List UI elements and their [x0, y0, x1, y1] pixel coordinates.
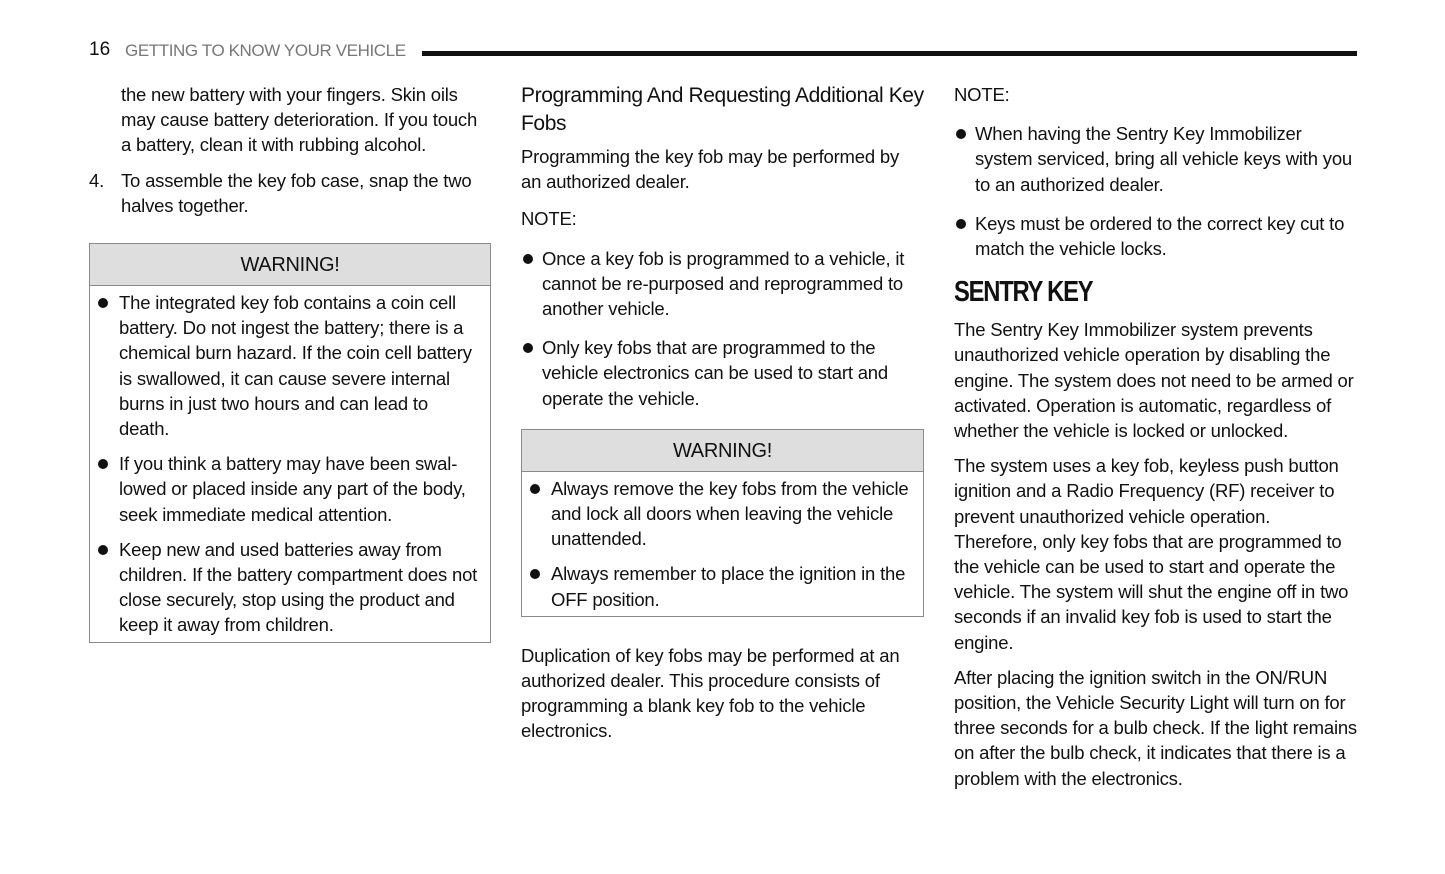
heading-sentry-key: SENTRY KEY — [954, 276, 1093, 309]
body-paragraph: The system uses a key fob, keyless push button ignition and a Radio Frequency (RF) receiver to prevent unauthorized vehicle operation. Therefore, only key fobs that are programmed to the vehicle can be used to start and operate the vehicle. The system will shut the engine off in two seconds if an invalid key fob is used to start the engine. — [954, 455, 1349, 653]
warning-bullet — [98, 451, 482, 527]
warning-title: WARNING! — [90, 244, 490, 286]
section-title: GETTING TO KNOW YOUR VEHICLE — [125, 41, 406, 60]
bullet-text: If you think a battery may have been swallowed or placed inside any part of the body, seek immediate medical attention. — [119, 453, 466, 525]
bullet-icon — [98, 537, 119, 638]
bullet-text: The integrated key fob contains a coin cell battery. Do not ingest the battery; there is a chemical burn hazard. If the coin cell battery is swallowed, it can cause severe internal burns in just two hours and can lead to death. — [119, 292, 472, 440]
bullet-text: Keys must be ordered to the correct key cut to match the vehicle locks. — [975, 212, 1345, 260]
body-paragraph: The Sentry Key Immobilizer system prevents unauthorized vehicle operation by disabling the engine. The system does not need to be armed or activated. Operation is automatic, regardless of whether the vehicle is locked or unlocked. — [954, 319, 1354, 442]
bullet-text: Always remove the key fobs from the vehicle and lock all doors when leaving the vehicle unattended. — [551, 477, 909, 550]
note-list — [521, 246, 924, 411]
note-list — [954, 121, 1358, 261]
bullet-icon — [954, 211, 975, 261]
page-number: 16 — [89, 39, 111, 60]
body-paragraph: After placing the ignition switch in the ON/RUN position, the Vehicle Security Light will turn on for three seconds for a bulb check. If the light remains on after the bulb check, it indicates that there is a problem with the electronics. — [954, 666, 1357, 789]
step-item — [89, 168, 491, 218]
note-bullet — [954, 211, 1358, 261]
bullet-text: Only key fobs that are programmed to the vehicle electronics can be used to start and operate the vehicle. — [542, 337, 888, 409]
header-rule-divider — [422, 51, 1357, 56]
step-text: To assemble the key fob case, snap the two halves together. — [121, 169, 472, 216]
bullet-icon — [98, 451, 119, 527]
page-header — [89, 38, 1357, 62]
continued-paragraph: the new battery with your fingers. Skin oils may cause battery deterioration. If you touch a battery, clean it with rubbing alcohol. — [121, 84, 478, 156]
warning-bullet — [98, 537, 482, 638]
warning-title: WARNING! — [522, 430, 923, 472]
column-1 — [89, 82, 491, 643]
duplication-paragraph: Duplication of key fobs may be performed at an authorized dealer. This procedure consists of programming a blank key fob to the vehicle electronics. — [521, 644, 900, 742]
note-label: NOTE: — [954, 84, 1010, 105]
warning-box-key-fobs — [521, 429, 924, 617]
bullet-icon — [954, 121, 975, 197]
warning-bullet — [530, 476, 915, 552]
warning-box-battery — [89, 243, 491, 643]
note-label: NOTE: — [521, 208, 577, 230]
intro-paragraph: Programming the key fob may be performed by an authorized dealer. — [521, 146, 900, 193]
bullet-text: When having the Sentry Key Immobilizer system serviced, bring all vehicle keys with you to an authorized dealer. — [975, 123, 1352, 195]
subheading-programming: Programming And Requesting Additional Key Fobs — [521, 84, 924, 135]
note-bullet — [954, 121, 1358, 197]
column-2 — [521, 82, 924, 744]
note-bullet — [521, 335, 924, 411]
warning-bullet — [98, 290, 482, 441]
note-bullet — [521, 246, 924, 322]
bullet-icon — [521, 246, 542, 322]
bullet-text: Always remember to place the ignition in the OFF position. — [551, 563, 906, 610]
bullet-icon — [98, 290, 119, 441]
bullet-icon — [530, 561, 551, 611]
warning-bullet — [530, 561, 915, 611]
bullet-icon — [521, 335, 542, 411]
column-3 — [954, 82, 1358, 801]
step-number: 4. — [89, 169, 105, 191]
bullet-icon — [530, 476, 551, 552]
bullet-text: Keep new and used batteries away from children. If the battery compartment does not close securely, stop using the product and keep it away from children. — [119, 538, 478, 636]
bullet-text: Once a key fob is programmed to a vehicle, it cannot be re-purposed and reprogrammed to another vehicle. — [542, 247, 905, 320]
